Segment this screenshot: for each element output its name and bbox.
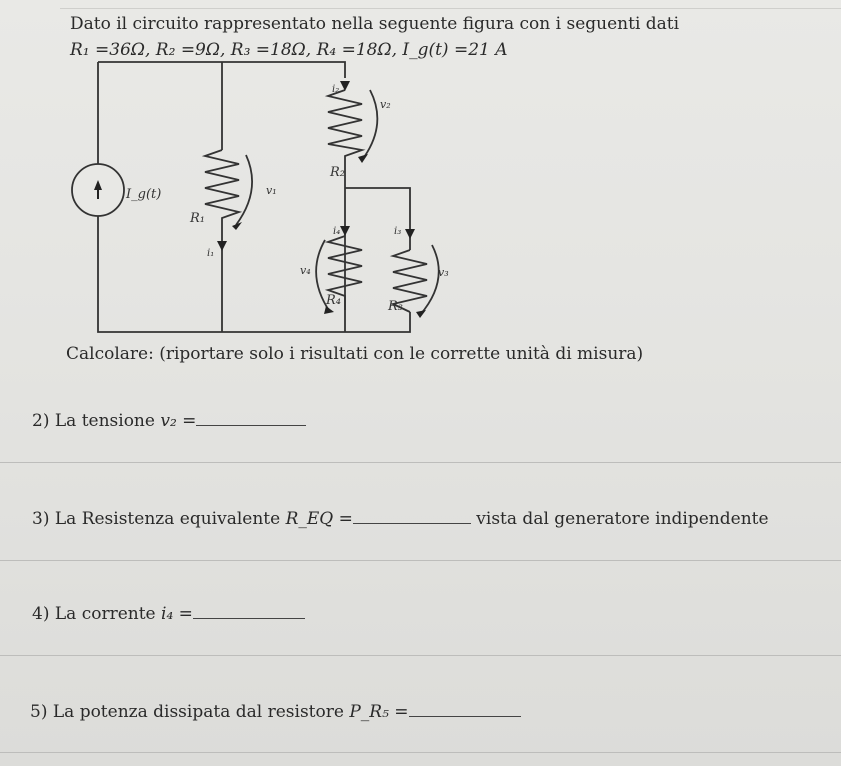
i1-label: i₁ xyxy=(207,248,215,259)
separator-rule xyxy=(0,462,841,463)
question-text: La tensione xyxy=(54,411,155,431)
i3-label: i₃ xyxy=(394,226,402,237)
r2-label: R₂ xyxy=(330,165,345,180)
question-symbol: v₂ = xyxy=(160,411,197,431)
question-text: La Resistenza equivalente xyxy=(54,509,281,529)
question-number: 5) xyxy=(30,702,48,722)
question-symbol: i₄ = xyxy=(161,604,193,624)
problem-data: R₁ =36Ω, R₂ =9Ω, R₃ =18Ω, R₄ =18Ω, I_g(t) =21 A xyxy=(70,40,508,60)
separator-rule xyxy=(0,560,841,561)
question-symbol: P_R₅ = xyxy=(349,702,409,722)
source-label: I_g(t) xyxy=(126,187,162,202)
circuit-diagram xyxy=(0,0,841,340)
question-2 xyxy=(32,411,306,431)
answer-blank[interactable] xyxy=(193,604,305,619)
wire-r3-bottom xyxy=(345,312,410,332)
v3-label: v₃ xyxy=(438,266,449,279)
question-text: La corrente xyxy=(54,604,156,624)
v3-arrow xyxy=(416,310,426,318)
separator-rule xyxy=(0,752,841,753)
i4-label: i₄ xyxy=(333,226,341,237)
resistor-r2 xyxy=(328,90,362,160)
v4-label: v₄ xyxy=(300,264,311,277)
source-arrow-shaft xyxy=(97,189,99,199)
calc-instruction: Calcolare: (riportare solo i risultati con le corrette unità di misura) xyxy=(66,344,644,364)
v2-arrow xyxy=(358,154,368,163)
i4-arrow xyxy=(340,226,350,236)
i3-arrow xyxy=(405,229,415,239)
i1-arrow xyxy=(217,241,227,251)
wire-r3-top xyxy=(345,188,410,250)
separator-rule xyxy=(0,655,841,656)
i2-label: i₂ xyxy=(332,84,340,95)
answer-blank[interactable] xyxy=(196,411,306,426)
resistor-r1 xyxy=(205,150,239,248)
v1-label: v₁ xyxy=(266,184,277,197)
v2-label: v₂ xyxy=(380,98,391,111)
question-number: 4) xyxy=(32,604,50,624)
r4-label: R₄ xyxy=(326,293,341,308)
question-symbol: R_EQ = xyxy=(285,509,353,529)
question-text: La potenza dissipata dal resistore xyxy=(52,702,344,722)
question-5 xyxy=(30,702,521,722)
question-number: 2) xyxy=(32,411,50,431)
v1-arc xyxy=(236,155,252,225)
question-suffix: vista dal generatore indipendente xyxy=(476,509,769,529)
r1-label: R₁ xyxy=(190,211,205,226)
question-3 xyxy=(32,509,769,529)
answer-blank[interactable] xyxy=(353,509,471,524)
i2-arrow xyxy=(340,81,350,91)
question-number: 3) xyxy=(32,509,50,529)
r3-label: R₃ xyxy=(388,299,403,314)
v3-arc xyxy=(420,245,439,315)
problem-intro: Dato il circuito rappresentato nella seguente figura con i seguenti dati xyxy=(70,14,680,34)
answer-blank[interactable] xyxy=(409,702,521,717)
question-4 xyxy=(32,604,305,624)
